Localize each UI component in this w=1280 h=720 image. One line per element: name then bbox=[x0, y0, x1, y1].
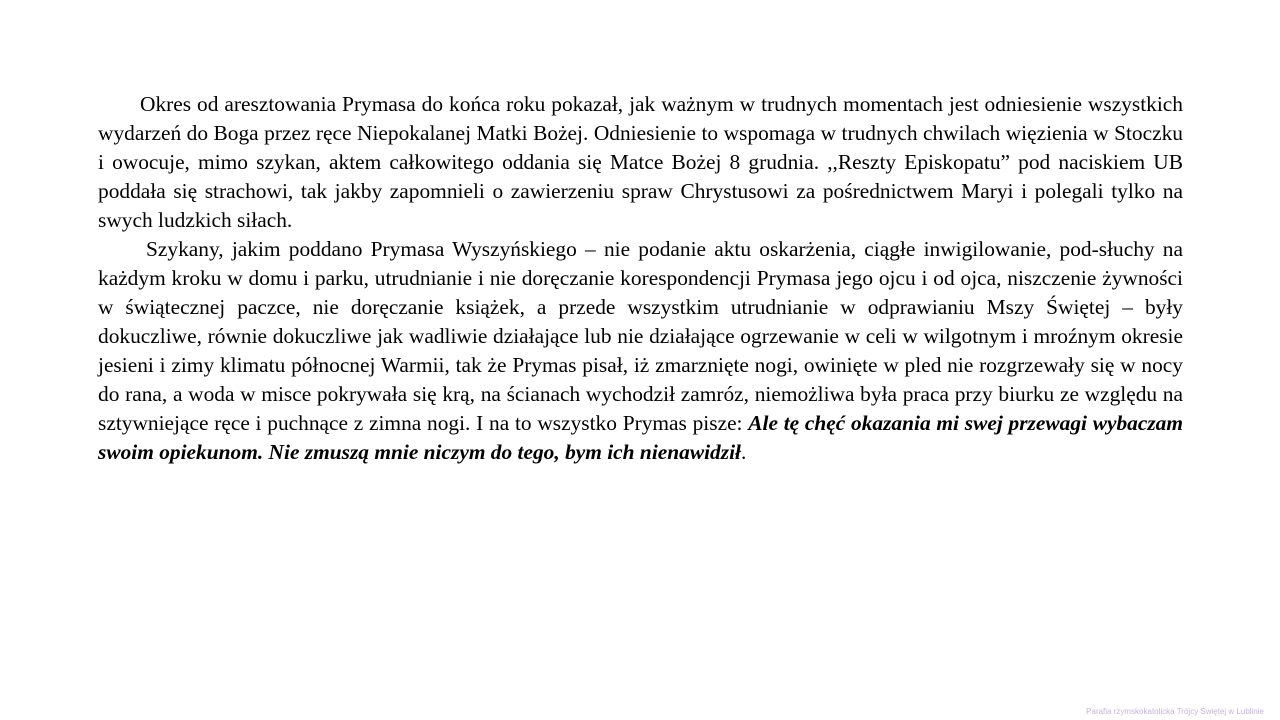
paragraph-2-text: Szykany, jakim poddano Prymasa Wyszyńskiego – nie podanie aktu oskarżenia, ciągłe inwigilowanie, pod-słuchy na każdym kroku w domu i parku, utrudnianie i nie doręczanie korespondencji Prymasa jego ojcu i od ojca, niszczenie żywności w świątecznej paczce, nie doręczanie książek, a przede wszystkim utrudnianie w odprawianiu Mszy Świętej – były dokuczliwe, równie dokuczliwe jak wadliwie działające lub nie działające ogrzewanie w celi w wilgotnym i mroźnym okresie jesieni i zimy klimatu północnej Warmii, tak że Prymas pisał, iż zmarznięte nogi, owinięte w pled nie rozgrzewały się w nocy do rana, a woda w misce pokrywała się krą, na ścianach wychodził zamróz, niemożliwa była praca przy biurku ze względu na sztywniejące ręce i puchnące z zimna nogi. I na to wszystko Prymas pisze: bbox=[98, 237, 1183, 435]
body-text bbox=[98, 90, 1183, 467]
paragraph-2 bbox=[98, 235, 1183, 467]
primate-quote: Ale tę chęć okazania mi swej przewagi wybaczam swoim opiekunom. Nie zmuszą mnie niczym do tego, bym ich nienawidził bbox=[98, 411, 1184, 464]
footer-credit: Parafia rzymskokatolicka Trójcy Świętej w Lublinie bbox=[1086, 707, 1264, 716]
paragraph-1: Okres od aresztowania Prymasa do końca roku pokazał, jak ważnym w trudnych momentach jest odniesienie wszystkich wydarzeń do Boga przez ręce Niepokalanej Matki Bożej. Odniesienie to wspomaga w trudnych chwilach więzienia w Stoczku i owocuje, mimo szykan, aktem całkowitego oddania się Matce Bożej 8 grudnia. ,,Reszty Episkopatu” pod naciskiem UB poddała się strachowi, tak jakby zapomnieli o zawierzeniu spraw Chrystusowi za pośrednictwem Maryi i polegali tylko na swych ludzkich siłach. bbox=[98, 92, 1183, 232]
paragraph-2-end: . bbox=[740, 440, 747, 464]
